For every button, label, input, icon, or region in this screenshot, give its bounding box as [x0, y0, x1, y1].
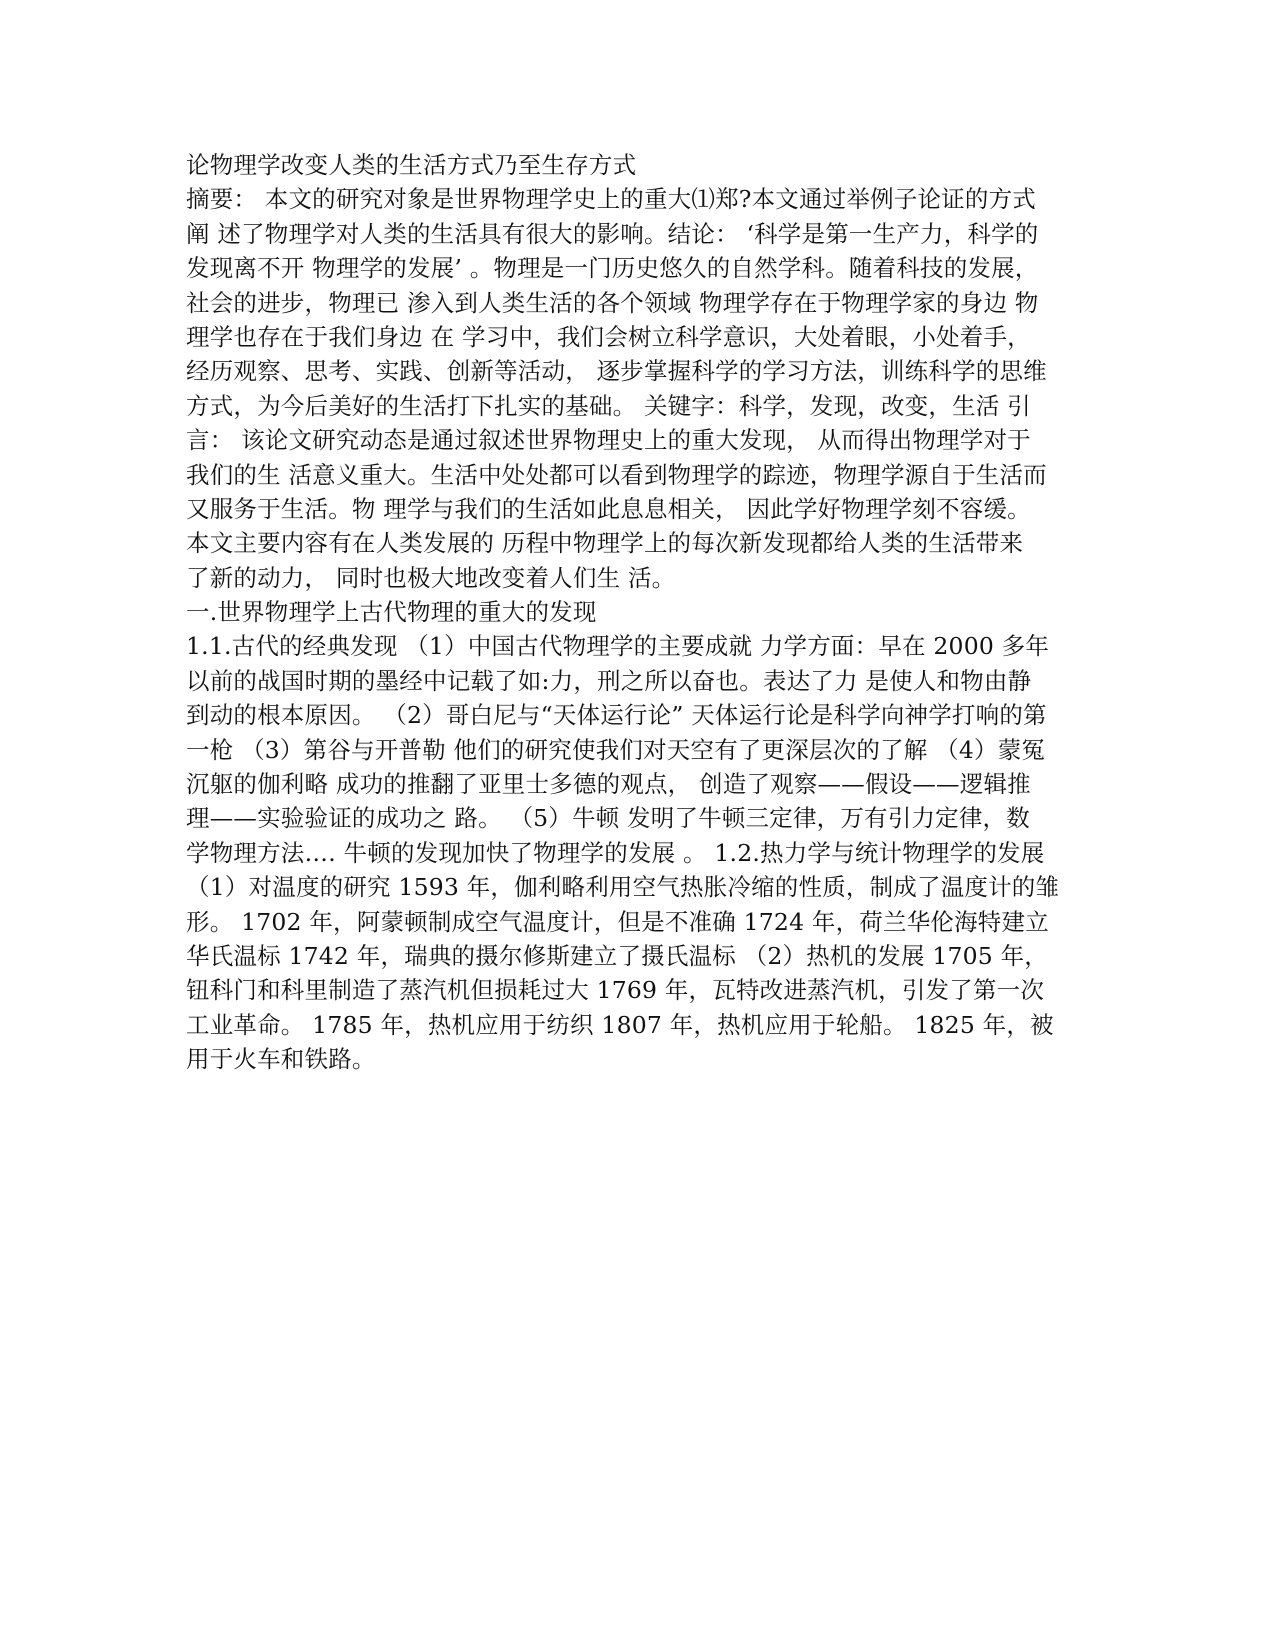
body-line: 工业革命。 1785 年，热机应用于纺织 1807 年，热机应用于轮船。 1825 年，被: [186, 1010, 1054, 1039]
body-line: 华氏温标 1742 年，瑞典的摄尔修斯建立了摄氏温标 （2）热机的发展 1705 年，: [186, 942, 1049, 971]
body-line: 到动的根本原因。 （2）哥白尼与“天体运行论” 天体运行论是科学向神学打响的第: [186, 701, 1047, 730]
section-ancient-physics: [186, 595, 1094, 1077]
abstract-line: 言： 该论文研究动态是通过叙述世界物理史上的重大发现， 从而得出物理学对于: [186, 426, 1031, 455]
body-line: 以前的战国时期的墨经中记载了如:力，刑之所以奋也。表达了力 是使人和物由静: [186, 666, 1032, 695]
body-line: 理——实验验证的成功之 路。 （5）牛顿 发明了牛顿三定律，万有引力定律，数: [186, 804, 1030, 833]
body-line: 一枪 （3）第谷与开普勒 他们的研究使我们对天空有了更深层次的了解 （4）蒙冤: [186, 735, 1046, 764]
body-line: 形。 1702 年，阿蒙顿制成空气温度计，但是不准确 1724 年，荷兰华伦海特建立: [186, 907, 1049, 936]
abstract-line: 发现离不开 物理学的发展’ 。物理是一门历史悠久的自然学科。随着科技的发展，: [186, 254, 1039, 283]
body-line: 1.1.古代的经典发现 （1）中国古代物理学的主要成就 力学方面：早在 2000 多年: [186, 632, 1050, 661]
abstract-line: 本文主要内容有在人类发展的 历程中物理学上的每次新发现都给人类的生活带来: [186, 529, 1024, 558]
abstract-section: [186, 148, 1094, 595]
body-line: 学物理方法…. 牛顿的发现加快了物理学的发展 。 1.2.热力学与统计物理学的发展: [186, 838, 1045, 867]
abstract-line: 方式，为今后美好的生活打下扎实的基础。 关键字：科学，发现，改变，生活 引: [186, 391, 1031, 420]
body-line: （1）对温度的研究 1593 年，伽利略利用空气热胀冷缩的性质，制成了温度计的雏: [186, 873, 1060, 902]
document-title: 论物理学改变人类的生活方式乃至生存方式: [186, 151, 637, 179]
section-heading: 一.世界物理学上古代物理的重大的发现: [186, 598, 597, 626]
body-line: 沉躯的伽利略 成功的推翻了亚里士多德的观点， 创造了观察——假设——逻辑推: [186, 770, 1031, 799]
abstract-line: 我们的生 活意义重大。生活中处处都可以看到物理学的踪迹，物理学源自于生活而: [186, 460, 1047, 489]
abstract-line: 社会的进步，物理已 渗入到人类生活的各个领域 物理学存在于物理学家的身边 物: [186, 288, 1039, 317]
abstract-line: 经历观察、思考、实践、创新等活动， 逐步掌握科学的学习方法，训练科学的思维: [186, 357, 1047, 386]
abstract-line: 阐 述了物理学对人类的生活具有很大的影响。结论： ‘科学是第一生产力，科学的: [186, 219, 1039, 248]
body-line: 钮科门和科里制造了蒸汽机但损耗过大 1769 年，瓦特改进蒸汽机，引发了第一次: [186, 976, 1045, 1005]
abstract-line: 摘要： 本文的研究对象是世界物理学史上的重大⑴郑?本文通过举例子论证的方式: [186, 185, 1036, 214]
abstract-line: 理学也存在于我们身边 在 学习中，我们会树立科学意识，大处着眼，小处着手，: [186, 323, 1031, 352]
body-line: 用于火车和铁路。: [186, 1045, 376, 1074]
abstract-line: 了新的动力， 同时也极大地改变着人们生 活。: [186, 563, 676, 592]
abstract-line: 又服务于生活。物 理学与我们的生活如此息息相关， 因此学好物理学刻不容缓。: [186, 495, 1031, 524]
